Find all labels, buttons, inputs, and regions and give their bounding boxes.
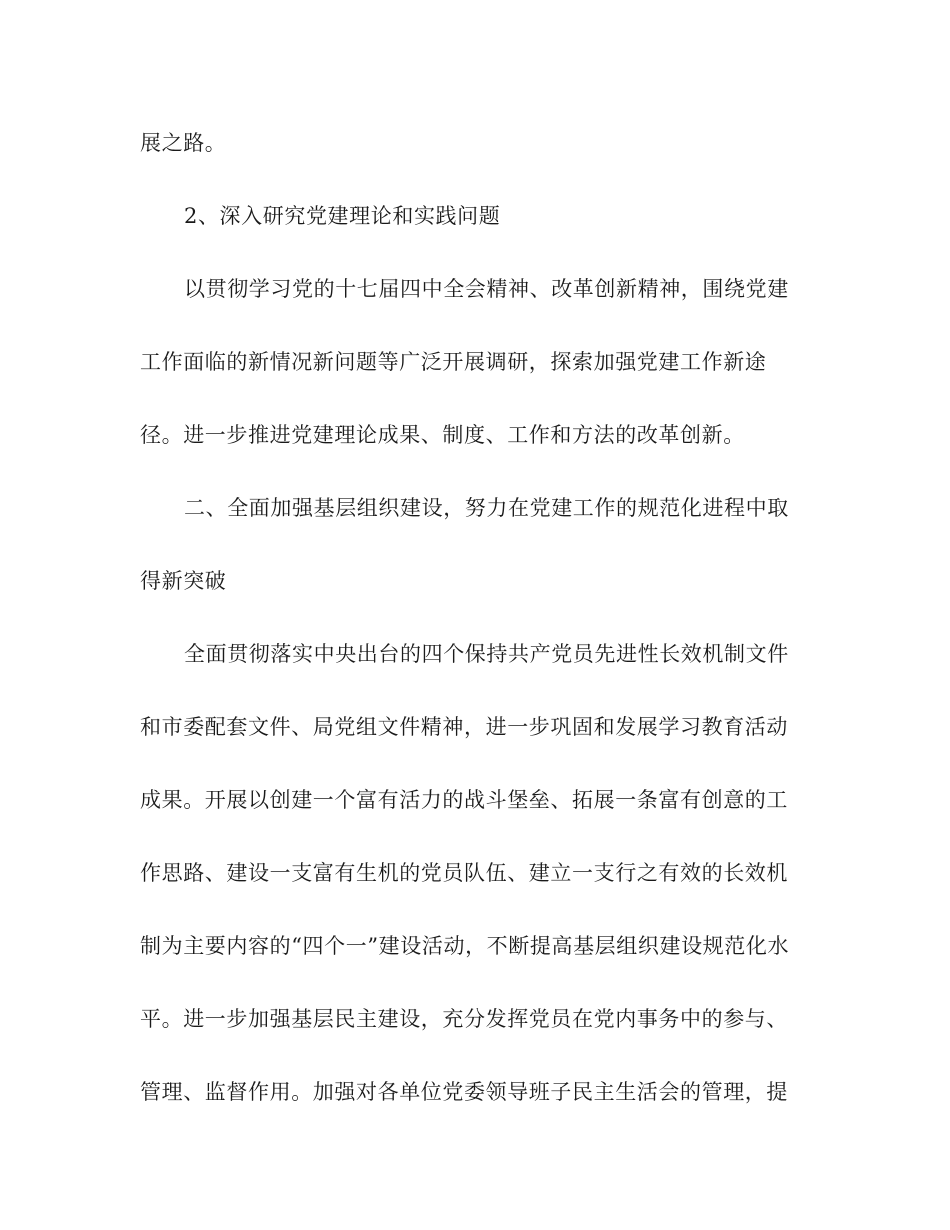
paragraph-line: 工作面临的新情况新问题等广泛开展调研，探索加强党建工作新途 [140,350,767,374]
paragraph-line: 管理、监督作用。加强对各单位党委领导班子民主生活会的管理，提 [140,1080,788,1104]
paragraph-line: 制为主要内容的“四个一”建设活动，不断提高基层组织建设规范化水 [140,934,790,958]
section-heading: 2、深入研究党建理论和实践问题 [184,204,501,228]
section-heading: 二、全面加强基层组织建设，努力在党建工作的规范化进程中取 [184,496,789,520]
paragraph-line: 和市委配套文件、局党组文件精神，进一步巩固和发展学习教育活动 [140,715,788,739]
paragraph-line: 以贯彻学习党的十七届四中全会精神、改革创新精神，围绕党建 [184,277,789,301]
text-line: 展之路。 [140,131,227,155]
paragraph-line: 径。进一步推进党建理论成果、制度、工作和方法的改革创新。 [140,423,745,447]
section-heading: 得新突破 [140,569,227,593]
paragraph-line: 作思路、建设一支富有生机的党员队伍、建立一支行之有效的长效机 [140,861,788,885]
paragraph-line: 全面贯彻落实中央出台的四个保持共产党员先进性长效机制文件 [184,642,789,666]
paragraph-line: 平。进一步加强基层民主建设，充分发挥党员在党内事务中的参与、 [140,1007,788,1031]
paragraph-line: 成果。开展以创建一个富有活力的战斗堡垒、拓展一条富有创意的工 [140,788,788,812]
